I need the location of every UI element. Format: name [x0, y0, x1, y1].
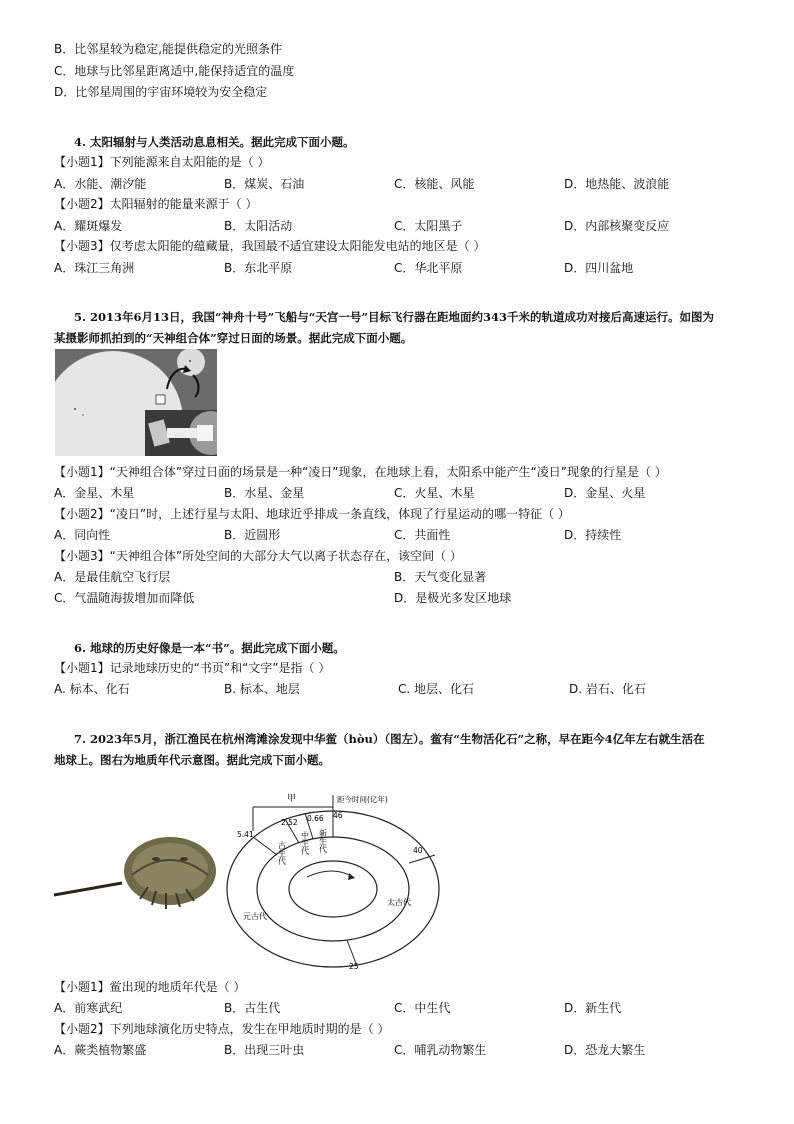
q7-sub2: 【小题2】下列地球演化历史特点，发生在甲地质时期的是（ ） [54, 1022, 390, 1036]
era-mesozoic: 中生代 [300, 831, 310, 855]
axis-title: 距今时间(亿年) [337, 795, 388, 804]
q3-option-b: B．比邻星较为稳定,能提供稳定的光照条件 [54, 42, 283, 56]
q4-sub3: 【小题3】仅考虑太阳能的蕴藏量，我国最不适宜建设太阳能发电站的地区是（ ） [54, 239, 486, 253]
q7-sub2-option-d: D．恐龙大繁生 [564, 1043, 646, 1057]
era-paleozoic: 古生代 [277, 841, 287, 865]
horseshoe-crab-photo [52, 835, 217, 917]
q5-stem-line2: 某摄影师抓拍到的“天神组合体”穿过日面的场景。据此完成下面小题。 [54, 331, 413, 345]
tick-2.52: 2.52 [281, 818, 298, 827]
direction-arrow-head [348, 873, 355, 880]
q4-sub2: 【小题2】太阳辐射的能量来源于（ ） [54, 197, 258, 211]
q4-sub2-option-a: A．耀斑爆发 [54, 219, 123, 233]
tick-5.41: 5.41 [237, 830, 254, 839]
q7-sub1: 【小题1】鲎出现的地质年代是（ ） [54, 980, 246, 994]
q5-sub3-option-d: D．是极光多发区地球 [394, 591, 512, 605]
q4-sub3-option-d: D．四川盆地 [564, 261, 634, 275]
q4-sub2-option-c: C．太阳黑子 [394, 219, 463, 233]
q5-sub2-option-c: C．共面性 [394, 528, 451, 542]
q5-sub3-option-a: A．是最佳航空飞行层 [54, 570, 171, 584]
q6-sub1-option-b: B. 标本、地层 [224, 682, 300, 696]
jia-label: 甲 [287, 794, 297, 804]
tick-0.66: 0.66 [307, 814, 324, 823]
q4-sub3-option-c: C．华北平原 [394, 261, 463, 275]
q7-stem-line1: 7. 2023年5月，浙江渔民在杭州湾滩涂发现中华鲎（hòu）（图左）。鲎有“生物活化石”之称，早在距今4亿年左右就生活在 [74, 732, 705, 746]
era-proterozoic: 元古代 [243, 912, 267, 921]
q5-sub1: 【小题1】“天神组合体”穿过日面的场景是一种“凌日”现象，在地球上看，太阳系中能产生“凌日”现象的行星是（ ） [54, 465, 667, 479]
q5-sub3-option-c: C．气温随海拔增加而降低 [54, 591, 195, 605]
direction-arrow [307, 871, 353, 877]
q5-sub1-option-d: D．金星、火星 [564, 486, 646, 500]
q4-sub1-option-b: B．煤炭、石油 [224, 177, 305, 191]
q6-sub1-option-d: D. 岩石、化石 [569, 682, 646, 696]
transit-photo [55, 349, 217, 456]
tick-46: 46 [333, 811, 343, 820]
q4-sub3-option-b: B．东北平原 [224, 261, 293, 275]
q4-stem: 4. 太阳辐射与人类活动息息相关。据此完成下面小题。 [74, 135, 355, 149]
q5-sub2: 【小题2】“凌日”时，上述行星与太阳、地球近乎排成一条直线，体现了行星运动的哪一特征（ ） [54, 507, 570, 521]
q5-sub2-option-d: D．持续性 [564, 528, 622, 542]
q6-stem: 6. 地球的历史好像是一本“书”。据此完成下面小题。 [74, 641, 345, 655]
q4-sub3-option-a: A．珠江三角洲 [54, 261, 135, 275]
q3-option-d: D．比邻星周围的宇宙环境较为安全稳定 [54, 85, 268, 99]
q3-option-c: C．地球与比邻星距离适中,能保持适宜的温度 [54, 64, 295, 78]
q5-sub1-option-a: A．金星、木星 [54, 486, 135, 500]
q4-sub2-option-b: B．太阳活动 [224, 219, 293, 233]
q7-stem-line2: 地球上。图右为地质年代示意图。据此完成下面小题。 [54, 753, 330, 767]
q4-sub1: 【小题1】下列能源来自太阳能的是（ ） [54, 155, 270, 169]
tick-25: 25 [349, 962, 359, 971]
q7-sub1-option-a: A．前寒武纪 [54, 1001, 123, 1015]
q4-sub2-option-d: D．内部核聚变反应 [564, 219, 670, 233]
q7-sub1-option-b: B．古生代 [224, 1001, 281, 1015]
q4-sub1-option-a: A．水能、潮汐能 [54, 177, 147, 191]
q6-sub1: 【小题1】记录地球历史的“书页”和“文字”是指（ ） [54, 661, 331, 675]
q7-sub1-option-c: C．中生代 [394, 1001, 451, 1015]
q7-sub2-option-a: A．蕨类植物繁盛 [54, 1043, 147, 1057]
q5-sub1-option-c: C．火星、木星 [394, 486, 475, 500]
q4-sub1-option-c: C．核能、风能 [394, 177, 475, 191]
inner-ring [289, 861, 377, 917]
q7-sub1-option-d: D．新生代 [564, 1001, 622, 1015]
q5-sub1-option-b: B．水星、金星 [224, 486, 305, 500]
q6-sub1-option-c: C. 地层、化石 [398, 682, 475, 696]
q5-sub3: 【小题3】“天神组合体”所处空间的大部分大气以离子状态存在，该空间（ ） [54, 549, 462, 563]
q7-sub2-option-b: B．出现三叶虫 [224, 1043, 305, 1057]
divider-5.41 [253, 837, 277, 855]
tick-40: 40 [413, 846, 423, 855]
era-archean: 太古代 [387, 898, 411, 907]
q5-stem-line1: 5. 2013年6月13日，我国“神舟十号”飞船与“天宫一号”目标飞行器在距地面约343千米的轨道成功对接后高速运行。如图为 [74, 310, 714, 324]
geologic-time-diagram [215, 785, 465, 975]
q5-sub3-option-b: B．天气变化显著 [394, 570, 487, 584]
q5-sub2-option-b: B．近圆形 [224, 528, 281, 542]
q6-sub1-option-a: A. 标本、化石 [54, 682, 130, 696]
q7-sub2-option-c: C．哺乳动物繁生 [394, 1043, 487, 1057]
era-cenozoic: 新生代 [318, 829, 328, 853]
q4-sub1-option-d: D．地热能、波浪能 [564, 177, 670, 191]
q5-sub2-option-a: A．同向性 [54, 528, 111, 542]
